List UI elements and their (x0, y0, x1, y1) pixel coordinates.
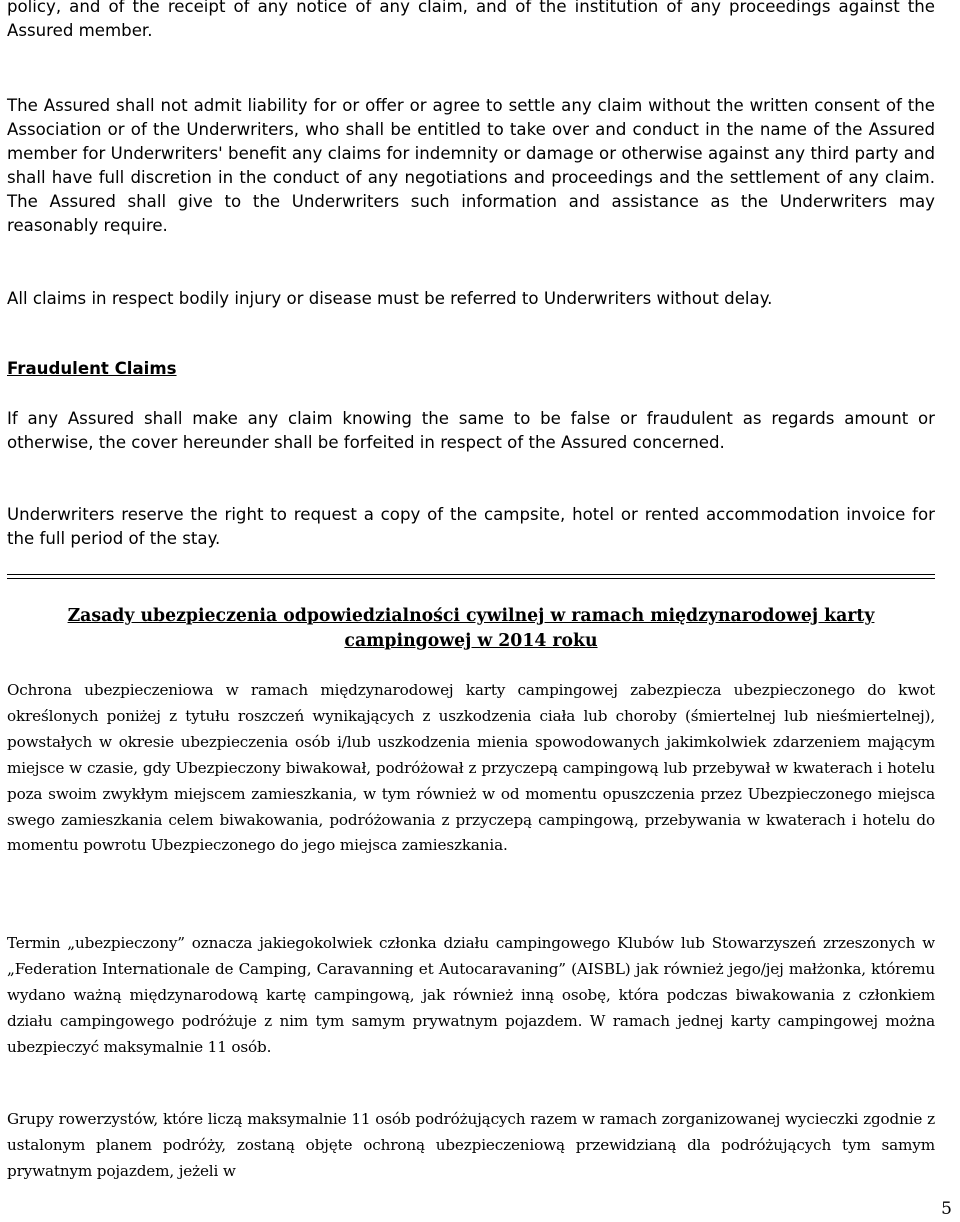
heading-fraudulent-claims: Fraudulent Claims (7, 359, 177, 378)
section-divider-bottom (7, 578, 935, 579)
paragraph-fraudulent: If any Assured shall make any claim knowing the same to be false or fraudulent as regards amount or otherwise, the cover hereunder shall be forfeited in respect of the Assured concerned. (7, 409, 935, 452)
polish-section-title: Zasady ubezpieczenia odpowiedzialności cywilnej w ramach międzynarodowej karty campingowej w 2014 roku (67, 606, 875, 651)
polish-paragraph-coverage: Ochrona ubezpieczeniowa w ramach międzynarodowej karty campingowej zabezpiecza ubezpieczonego do kwot określonych poniżej z tytułu roszczeń wynikających z uszkodzenia ciała lub choroby (śmiertelnej lub nieśmiertelnej), powstałych w okresie ubezpieczenia osób i/lub uszkodzenia mienia spowodowanych jakimkolwiek zdarzeniem mającym miejsce w czasie, gdy Ubezpieczony biwakował, podróżował z przyczepą campingową lub przebywał w kwaterach i hotelu poza swoim zwykłym miejscem zamieszkania, w tym również w od momentu opuszczenia przez Ubezpieczonego miejsca swego zamieszkania celem biwakowania, podróżowania z przyczepą campingową, przebywania w kwaterach i hotelu do momentu powrotu Ubezpieczonego do jego miejsca zamieszkania. (7, 681, 935, 855)
section-divider-top (7, 574, 935, 575)
paragraph-invoice: Underwriters reserve the right to request a copy of the campsite, hotel or rented accommodation invoice for the full period of the stay. (7, 505, 935, 548)
polish-paragraph-insured-definition: Termin „ubezpieczony” oznacza jakiegokolwiek członka działu campingowego Klubów lub Stowarzyszeń zrzeszonych w „Federation Internationale de Camping, Caravanning et Autocaravaning” (AISBL) jak również jego/jej małżonka, któremu wydano ważną międzynarodową kartę campingową, jak również inną osobę, która podczas biwakowania z członkiem działu campingowego podróżuje z nim tym samym prywatnym pojazdem. W ramach jednej karty campingowej można ubezpieczyć maksymalnie 11 osób. (7, 934, 935, 1056)
paragraph-bodily-injury: All claims in respect bodily injury or disease must be referred to Underwriters without delay. (7, 289, 773, 308)
paragraph-notice: policy, and of the receipt of any notice of any claim, and of the institution of any proceedings against the Assured member. (7, 0, 935, 40)
page-number: 5 (941, 1199, 952, 1219)
polish-paragraph-cyclists: Grupy rowerzystów, które liczą maksymalnie 11 osób podróżujących razem w ramach zorganizowanej wycieczki zgodnie z ustalonym planem podróży, zostaną objęte ochroną ubezpieczeniową przewidzianą dla podróżujących tym samym prywatnym pojazdem, jeżeli w (7, 1110, 935, 1180)
paragraph-liability: The Assured shall not admit liability for or offer or agree to settle any claim without the written consent of the Association or of the Underwriters, who shall be entitled to take over and conduct in the name of the Assured member for Underwriters' benefit any claims for indemnity or damage or otherwise against any third party and shall have full discretion in the conduct of any negotiations and proceedings and the settlement of any claim. The Assured shall give to the Underwriters such information and assistance as the Underwriters may reasonably require. (7, 96, 935, 235)
